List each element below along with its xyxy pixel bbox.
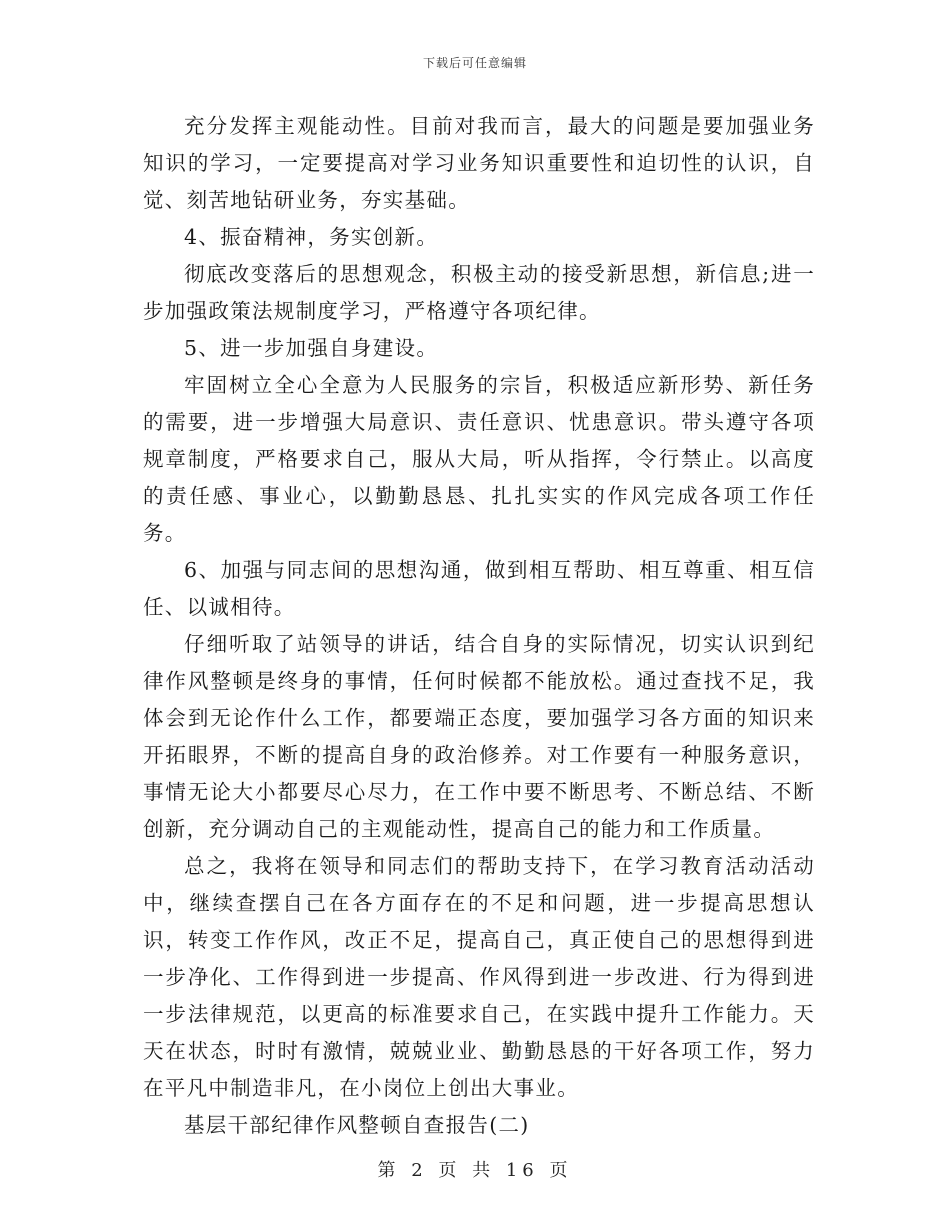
heading-item-4: 4、振奋精神，务实创新。 [184, 225, 439, 249]
paragraph-item-4: 彻底改变落后的思想观念，积极主动的接受新思想，新信息;进一步加强政策法规制度学习，严格遵守各项纪律。 [143, 262, 815, 323]
paragraph-continuation: 充分发挥主观能动性。目前对我而言，最大的问题是要加强业务知识的学习，一定要提高对学习业务知识重要性和迫切性的认识，自觉、刻苦地钻研业务，夯实基础。 [143, 114, 815, 212]
document-body [143, 108, 815, 1144]
section-title: 基层干部纪律作风整顿自查报告(二) [184, 1113, 530, 1137]
heading-item-5: 5、进一步加强自身建设。 [184, 336, 439, 360]
page-number: 第 2 页 共 16 页 [377, 1160, 573, 1181]
heading-item-6: 6、加强与同志间的思想沟通，做到相互帮助、相互尊重、相互信任、以诚相待。 [143, 558, 815, 619]
page-header-note: 下载后可任意编辑 [422, 56, 527, 70]
paragraph-conclusion: 总之，我将在领导和同志们的帮助支持下，在学习教育活动活动中，继续查摆自己在各方面存在的不足和问题，进一步提高思想认识，转变工作作风，改正不足，提高自己，真正使自己的思想得到进一步净化、工作得到进一步提高、作风得到进一步改进、行为得到进一步法律规范，以更高的标准要求自己，在实践中提升工作能力。天天在状态，时时有激情，兢兢业业、勤勤恳恳的干好各项工作，努力在平凡中制造非凡，在小岗位上创出大事业。 [143, 854, 815, 1100]
paragraph-item-5: 牢固树立全心全意为人民服务的宗旨，积极适应新形势、新任务的需要，进一步增强大局意识、责任意识、忧患意识。带头遵守各项规章制度，严格要求自己，服从大局，听从指挥，令行禁止。以高度的责任感、事业心，以勤勤恳恳、扎扎实实的作风完成各项工作任务。 [143, 373, 815, 545]
paragraph-reflection: 仔细听取了站领导的讲话，结合自身的实际情况，切实认识到纪律作风整顿是终身的事情，任何时候都不能放松。通过查找不足，我体会到无论作什么工作，都要端正态度，要加强学习各方面的知识来开拓眼界，不断的提高自身的政治修养。对工作要有一种服务意识，事情无论大小都要尽心尽力，在工作中要不断思考、不断总结、不断创新，充分调动自己的主观能动性，提高自己的能力和工作质量。 [143, 632, 815, 841]
